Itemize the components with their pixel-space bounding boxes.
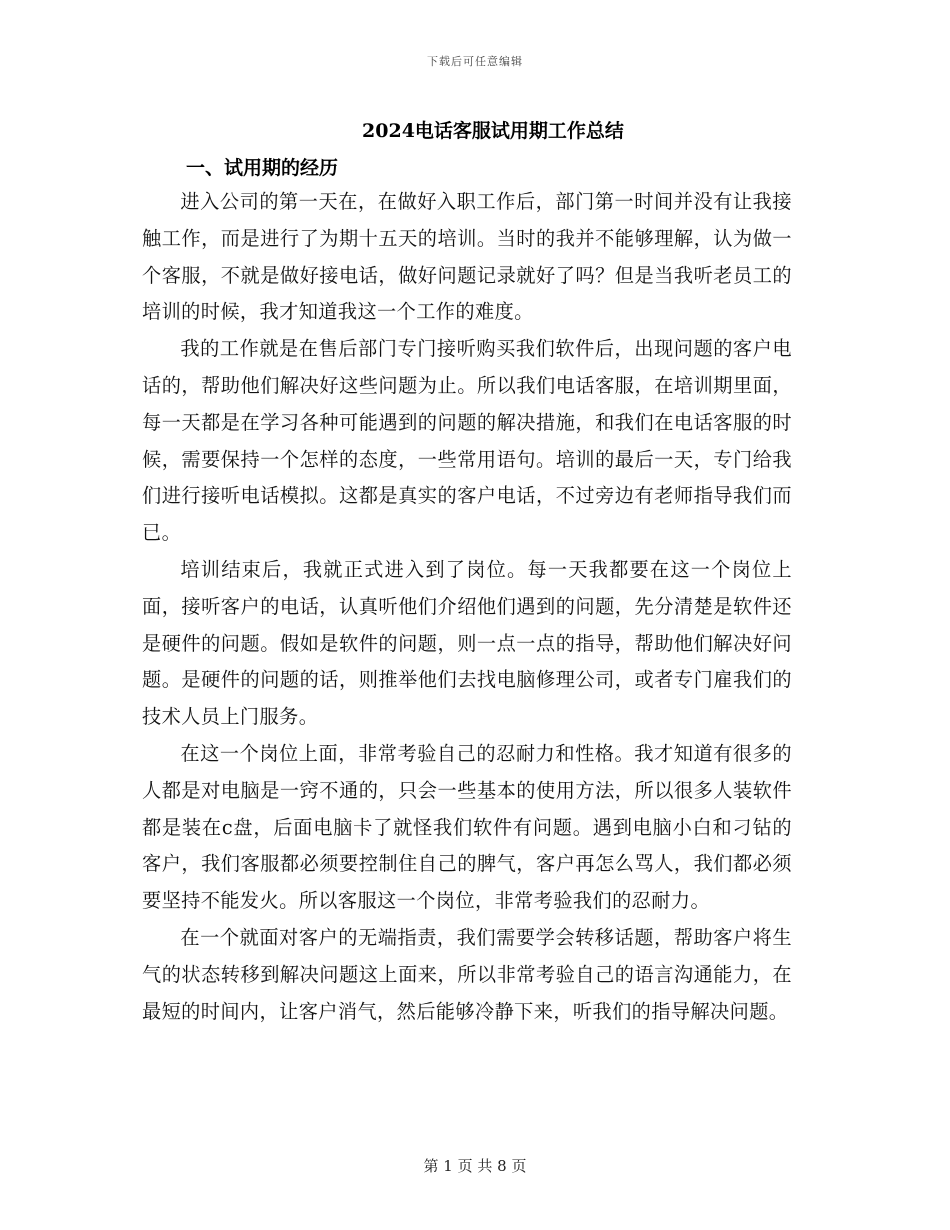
section-heading: 一、试用期的经历 [186,157,339,179]
paragraph: 培训结束后，我就正式进入到了岗位。每一天我都要在这一个岗位上面，接听客户的电话，认真听他们介绍他们遇到的问题，先分清楚是软件还是硬件的问题。假如是软件的问题，则一点一点的指导，帮助他们解决好问题。是硬件的问题的话，则推举他们去找电脑修理公司，或者专门雇我们的技术人员上门服务。 [142,557,792,729]
paragraph: 在一个就面对客户的无端指责，我们需要学会转移话题，帮助客户将生气的状态转移到解决问题这上面来，所以非常考验自己的语言沟通能力，在最短的时间内，让客户消气，然后能够冷静下来，听我们的指导解决问题。 [142,925,792,1023]
paragraph: 进入公司的第一天在，在做好入职工作后，部门第一时间并没有让我接触工作，而是进行了为期十五天的培训。当时的我并不能够理解，认为做一个客服，不就是做好接电话，做好问题记录就好了吗？但是当我听老员工的培训的时候，我才知道我这一个工作的难度。 [142,190,792,324]
header-note: 下载后可任意编辑 [427,55,523,68]
paragraph: 我的工作就是在售后部门专门接听购买我们软件后，出现问题的客户电话的，帮助他们解决好这些问题为止。所以我们电话客服，在培训期里面，每一天都是在学习各种可能遇到的问题的解决措施，和我们在电话客服的时候，需要保持一个怎样的态度，一些常用语句。培训的最后一天，专门给我们进行接听电话模拟。这都是真实的客户电话，不过旁边有老师指导我们而已。 [142,337,792,545]
page-number: 第 1 页 共 8 页 [423,1157,527,1175]
document-title: 2024电话客服试用期工作总结 [362,120,624,142]
paragraph: 在这一个岗位上面，非常考验自己的忍耐力和性格。我才知道有很多的人都是对电脑是一窍不通的，只会一些基本的使用方法，所以很多人装软件都是装在c盘，后面电脑卡了就怪我们软件有问题。遇到电脑小白和刁钻的客户，我们客服都必须要控制住自己的脾气，客户再怎么骂人，我们都必须要坚持不能发火。所以客服这一个岗位，非常考验我们的忍耐力。 [142,741,792,913]
document-body [142,184,792,1030]
